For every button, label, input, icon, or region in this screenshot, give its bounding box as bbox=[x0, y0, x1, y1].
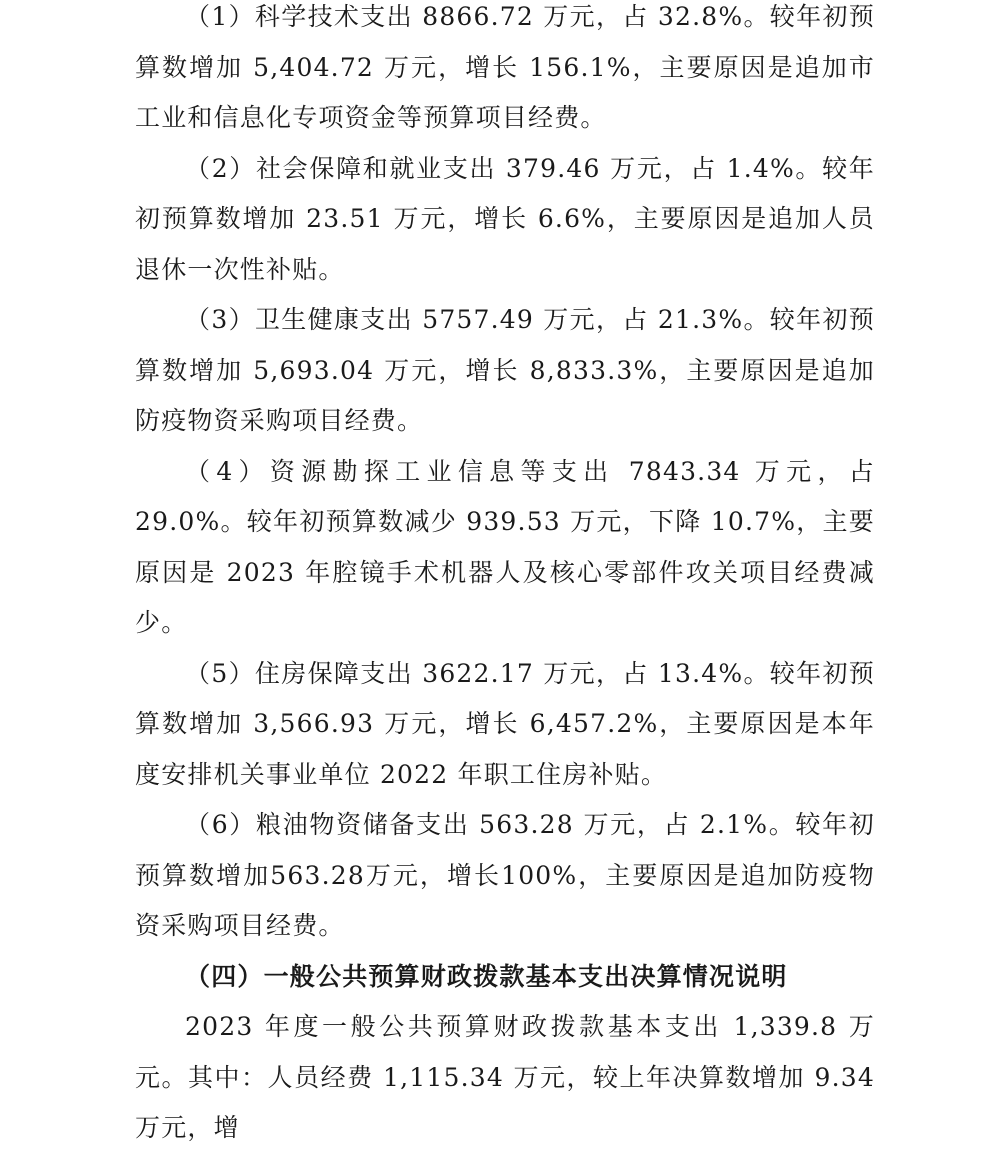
paragraph-health: （3）卫生健康支出 5757.49 万元，占 21.3%。较年初预算数增加 5,693.04 万元，增长 8,833.3%，主要原因是追加防疫物资采购项目经费。 bbox=[135, 305, 875, 435]
document-page bbox=[135, 0, 875, 1154]
paragraph-resources-industry: （4）资源勘探工业信息等支出 7843.34 万元，占 29.0%。较年初预算数减少 939.53 万元，下降 10.7%，主要原因是 2023 年腔镜手术机器人及核心零部件攻关项目经费减少。 bbox=[135, 456, 875, 637]
paragraph-social-security: （2）社会保障和就业支出 379.46 万元，占 1.4%。较年初预算数增加 23.51 万元，增长 6.6%，主要原因是追加人员退休一次性补贴。 bbox=[135, 153, 875, 284]
paragraph-housing: （5）住房保障支出 3622.17 万元，占 13.4%。较年初预算数增加 3,566.93 万元，增长 6,457.2%，主要原因是本年度安排机关事业单位 2022 年职工住房补贴。 bbox=[135, 658, 875, 789]
paragraph-basic-expenditure: 2023 年度一般公共预算财政拨款基本支出 1,339.8 万元。其中：人员经费 1,115.34 万元，较上年决算数增加 9.34 万元，增 bbox=[135, 1012, 875, 1142]
section-heading: （四）一般公共预算财政拨款基本支出决算情况说明 bbox=[185, 961, 788, 991]
paragraph-grain-reserve: （6）粮油物资储备支出 563.28 万元，占 2.1%。较年初预算数增加563.28万元，增长100%，主要原因是追加防疫物资采购项目经费。 bbox=[135, 810, 875, 940]
paragraph-science-tech: （1）科学技术支出 8866.72 万元，占 32.8%。较年初预算数增加 5,404.72 万元，增长 156.1%，主要原因是追加市工业和信息化专项资金等预算项目经费。 bbox=[135, 2, 875, 132]
